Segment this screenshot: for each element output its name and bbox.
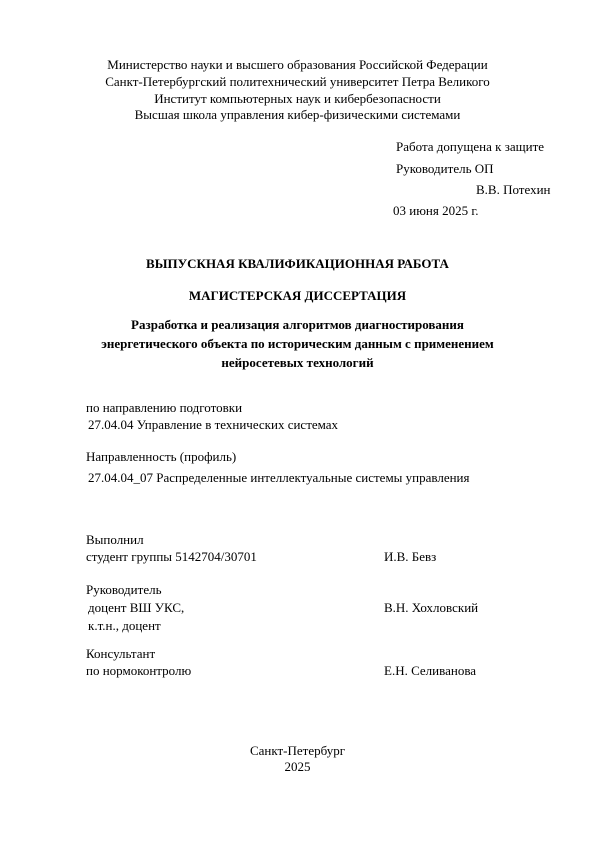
profile-value: 27.04.04_07 Распределенные интеллектуальные системы управления (88, 470, 470, 485)
topic-line-1: Разработка и реализация алгоритмов диагностирования (131, 317, 464, 332)
consultant-name: Е.Н. Селиванова (384, 663, 477, 678)
institute-line: Институт компьютерных наук и кибербезопасности (154, 91, 441, 106)
approval-name: В.В. Потехин (476, 182, 551, 197)
supervisor-role-1: доцент ВШ УКС, (88, 600, 185, 615)
performer-name: И.В. Бевз (384, 549, 437, 564)
consultant-label: Консультант (86, 646, 156, 661)
performer-role: студент группы 5142704/30701 (86, 549, 257, 564)
approval-head: Руководитель ОП (396, 161, 494, 176)
consultant-role: по нормоконтролю (86, 663, 192, 678)
ministry-line: Министерство науки и высшего образования Российской Федерации (107, 57, 488, 72)
school-line: Высшая школа управления кибер-физическими системами (134, 107, 461, 122)
footer-city: Санкт-Петербург (249, 743, 346, 758)
footer-year: 2025 (284, 759, 311, 774)
topic-line-3: нейросетевых технологий (221, 355, 374, 370)
work-type-title: ВЫПУСКНАЯ КВАЛИФИКАЦИОННАЯ РАБОТА (146, 256, 449, 271)
university-line: Санкт-Петербургский политехнический университет Петра Великого (105, 74, 490, 89)
performer-label: Выполнил (86, 532, 144, 547)
supervisor-role-2: к.т.н., доцент (88, 618, 161, 633)
approval-admitted: Работа допущена к защите (396, 139, 545, 154)
profile-label: Направленность (профиль) (86, 449, 237, 464)
direction-label: по направлению подготовки (86, 400, 243, 415)
approval-date: 03 июня 2025 г. (393, 203, 479, 218)
topic-line-2: энергетического объекта по историческим данным с применением (101, 336, 494, 351)
supervisor-name: В.Н. Хохловский (384, 600, 479, 615)
work-subtype-title: МАГИСТЕРСКАЯ ДИССЕРТАЦИЯ (188, 288, 407, 303)
direction-value: 27.04.04 Управление в технических системах (88, 417, 339, 432)
supervisor-label: Руководитель (86, 582, 162, 597)
